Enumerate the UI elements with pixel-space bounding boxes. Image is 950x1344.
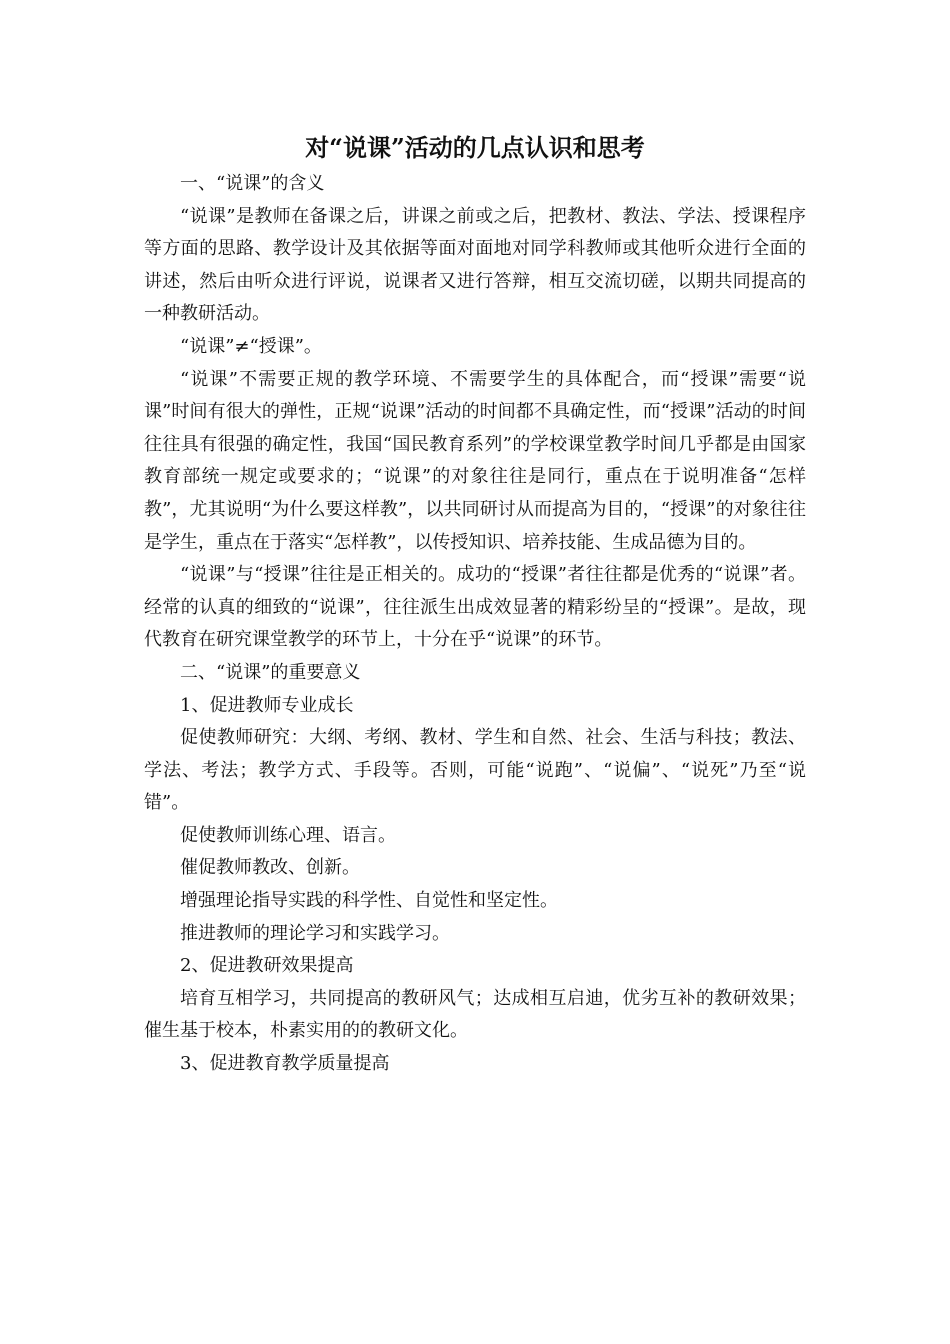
body-paragraph: 培育互相学习，共同提高的教研风气；达成相互启迪，优劣互补的教研效果；催生基于校本，朴素实用的的教研文化。 (144, 987, 806, 1042)
body-paragraph: “说课”与“授课”往往是正相关的。成功的“授课”者往往都是优秀的“说课”者。经常的认真的细致的“说课”，往往派生出成效显著的精彩纷呈的“授课”。是故，现代教育在研究课堂教学的环节上，十分在乎“说课”的环节。 (144, 564, 806, 651)
section-heading-2: 二、“说课”的重要意义 (180, 661, 361, 683)
body-paragraph: 促使教师训练心理、语言。 (180, 824, 396, 846)
body-paragraph: 推进教师的理论学习和实践学习。 (180, 922, 450, 944)
body-paragraph: 增强理论指导实践的科学性、自觉性和坚定性。 (180, 890, 558, 912)
body-paragraph: “说课”≠“授课”。 (180, 335, 322, 357)
body-paragraph: “说课”不需要正规的教学环境、不需要学生的具体配合，而“授课”需要“说课”时间有很大的弹性，正规“说课”活动的时间都不具确定性，而“授课”活动的时间往往具有很强的确定性，我国“国民教育系列”的学校课堂教学时间几乎都是由国家教育部统一规定或要求的；“说课”的对象往往是同行，重点在于说明准备“怎样教”，尤其说明“为什么要这样教”，以共同研讨从而提高为目的，“授课”的对象往往是学生，重点在于落实“怎样教”，以传授知识、培养技能、生成品德为目的。 (144, 368, 806, 553)
subheading: 1、促进教师专业成长 (180, 694, 354, 716)
body-paragraph: 催促教师教改、创新。 (180, 857, 360, 879)
document-title: 对“说课”活动的几点认识和思考 (305, 133, 645, 162)
subheading: 3、促进教育教学质量提高 (180, 1053, 390, 1075)
document-page (144, 128, 806, 1081)
body-paragraph: “说课”是教师在备课之后，讲课之前或之后，把教材、教法、学法、授课程序等方面的思路、教学设计及其依据等面对面地对同学科教师或其他听众进行全面的讲述，然后由听众进行评说，说课者又进行答辩，相互交流切磋，以期共同提高的一种教研活动。 (144, 205, 806, 325)
subheading: 2、促进教研效果提高 (180, 955, 354, 977)
body-paragraph: 促使教师研究：大纲、考纲、教材、学生和自然、社会、生活与科技；教法、学法、考法；教学方式、手段等。否则，可能“说跑”、“说偏”、“说死”乃至“说错”。 (144, 727, 806, 814)
section-heading-1: 一、“说课”的含义 (180, 173, 325, 194)
